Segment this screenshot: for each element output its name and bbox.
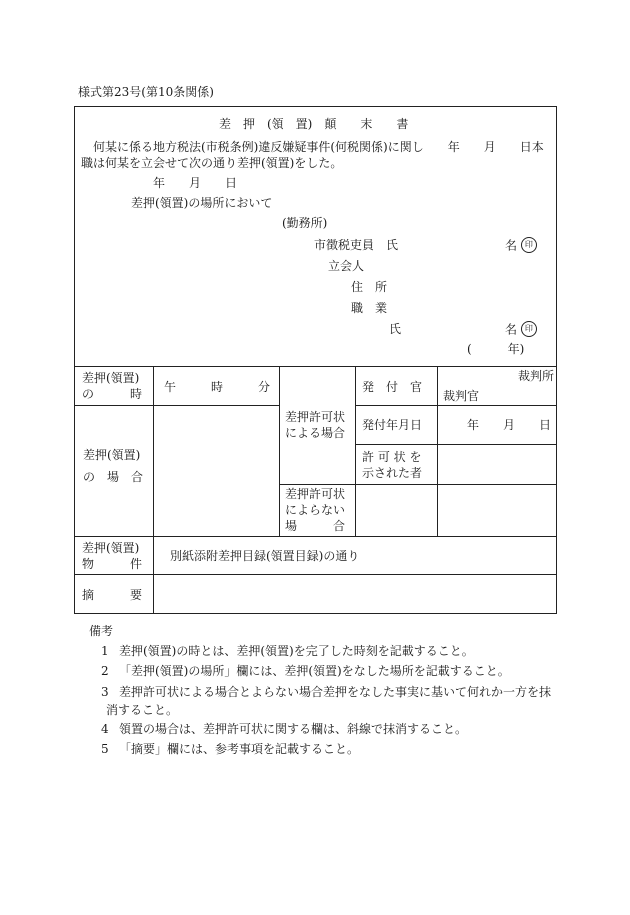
- note-text: 差押(領置)の時とは、差押(領置)を完了した時刻を記載すること。: [119, 644, 474, 658]
- rule-field-column: [355, 366, 356, 536]
- rule-value-column: [437, 366, 438, 536]
- time-minute: 分: [258, 380, 271, 394]
- rule-time-bottom-left: [74, 405, 279, 406]
- time-label-line2: の 時: [82, 387, 143, 401]
- note-text: 「差押(領置)の場所」欄には、差押(領置)をなした場所を記載すること。: [119, 664, 510, 678]
- warrant-case-line1: 差押許可状: [285, 410, 346, 424]
- shown-to-line2: 示された者: [362, 466, 423, 480]
- items-label-line2: 物 件: [82, 557, 143, 571]
- office-label: (勤務所): [282, 216, 328, 230]
- body-line-1: 何某に係る地方税法(市税条例)違反嫌疑事件(何税関係)に関し 年 月 日本: [93, 140, 544, 154]
- judge-label: 裁判官: [443, 389, 480, 403]
- no-warrant-line3: 場 合: [285, 519, 346, 533]
- no-warrant-line1: 差押許可状: [285, 487, 346, 501]
- issue-date-value: 年 月 日: [467, 418, 552, 432]
- items-value: 別紙添附差押目録(領置目録)の通り: [170, 549, 360, 563]
- note-number: 4: [101, 722, 109, 736]
- note-text: 差押許可状による場合とよらない場合差押をなした事実に基いて何れか一方を抹: [119, 685, 552, 699]
- shown-to-line1: 許 可 状 を: [362, 450, 422, 464]
- occupation-label: 職 業: [351, 301, 388, 315]
- rule-issuer-bottom: [355, 405, 557, 406]
- body-line-2: 職は何某を立会せて次の通り差押(領置)をした。: [81, 156, 343, 170]
- witness-label: 立会人: [328, 259, 365, 273]
- note-text: 「摘要」欄には、参考事項を記載すること。: [119, 742, 360, 756]
- place-line: 差押(領置)の場所において: [131, 196, 273, 210]
- form-frame: [74, 106, 557, 614]
- name-char: 名: [505, 238, 518, 253]
- place-label-line1: 差押(領置): [83, 448, 141, 462]
- rule-items-bottom: [74, 574, 557, 575]
- time-pm: 午: [164, 380, 177, 394]
- document-title: 差 押 (領 置) 顛 末 書: [219, 117, 409, 131]
- form-number: 様式第23号(第10条関係): [78, 85, 214, 99]
- rule-label-column: [153, 366, 154, 614]
- seal-icon: 印: [521, 237, 537, 253]
- time-hour: 時: [211, 380, 224, 394]
- witness-surname-label: 氏: [389, 322, 402, 336]
- note-number: 2: [101, 664, 109, 678]
- official-name-label: [505, 238, 537, 254]
- place-label-line2: の 場 合: [83, 470, 144, 484]
- issue-date-label: 発付年月日: [362, 418, 423, 432]
- note-text: 領置の場合は、差押許可状に関する欄は、斜線で抹消すること。: [119, 722, 468, 736]
- table-top-rule: [74, 366, 557, 367]
- time-label-line1: 差押(領置): [82, 371, 140, 385]
- court-label: 裁判所: [518, 369, 555, 383]
- items-label-line1: 差押(領置): [82, 541, 140, 555]
- warrant-case-line2: による場合: [285, 426, 346, 440]
- no-warrant-line2: によらない: [285, 503, 346, 517]
- rule-warrant-bottom: [279, 484, 557, 485]
- issuer-label: 発 付 官: [362, 380, 423, 394]
- note-number: 3: [101, 685, 109, 699]
- notes-heading: 備考: [89, 624, 114, 638]
- rule-date-bottom: [355, 444, 557, 445]
- rule-place-bottom: [74, 536, 557, 537]
- seal-icon: 印: [521, 321, 537, 337]
- age-line: ( 年): [467, 342, 525, 356]
- official-label: 市徴税吏員 氏: [314, 238, 399, 252]
- address-label: 住 所: [351, 280, 388, 294]
- witness-name-label: [505, 322, 537, 338]
- date-line: 年 月 日: [153, 176, 238, 190]
- rule-case-column: [279, 366, 280, 536]
- name-char: 名: [505, 322, 518, 337]
- note-number: 1: [101, 644, 109, 658]
- summary-label: 摘 要: [82, 588, 143, 602]
- note-number: 5: [101, 742, 109, 756]
- note-text-continued: 消すること。: [106, 703, 179, 717]
